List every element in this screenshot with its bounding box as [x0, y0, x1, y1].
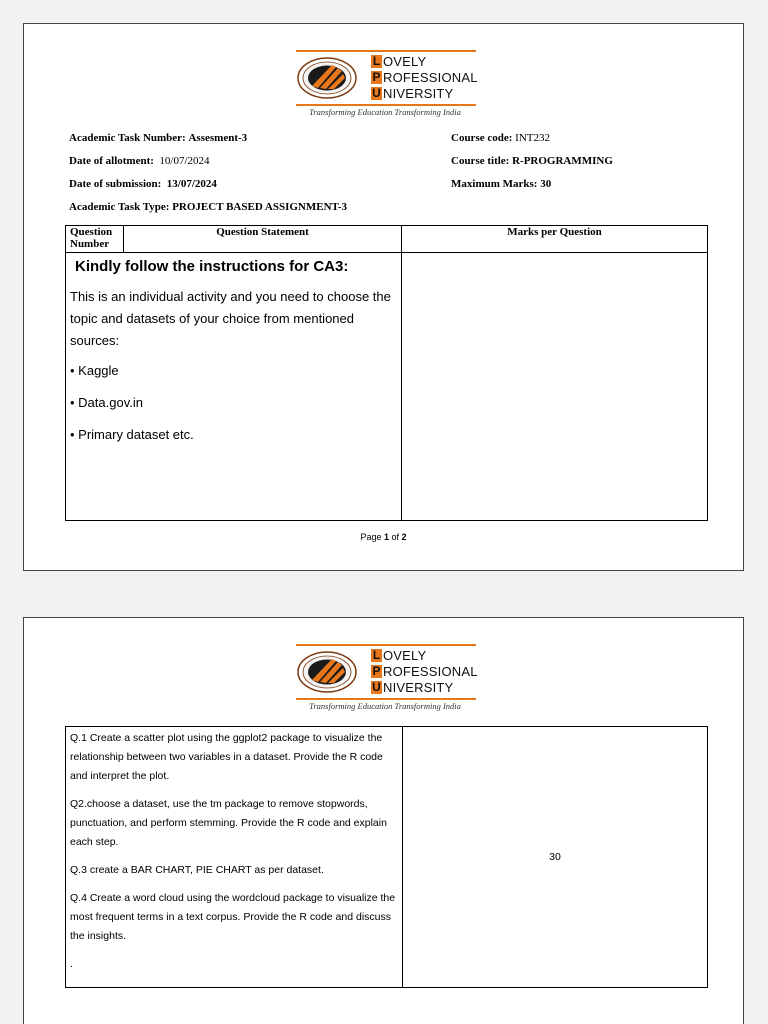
questions-cell [66, 727, 403, 988]
university-logo [294, 50, 476, 120]
course-code [451, 132, 550, 144]
logo-word-professional: ROFESSIONAL [383, 70, 478, 85]
instructions-cell [66, 253, 402, 521]
questions-table [65, 726, 708, 988]
logo-word-professional: ROFESSIONAL [383, 664, 478, 679]
logo-letter-l: L [372, 54, 381, 68]
allotment-label: Date of allotment: [69, 155, 154, 167]
table-row [66, 727, 708, 988]
max-marks-label: Maximum Marks: [451, 178, 538, 190]
logo-wordmark [371, 648, 478, 696]
task-type-value: PROJECT BASED ASSIGNMENT-3 [172, 201, 348, 213]
marks-value: 30 [403, 727, 708, 988]
document-page-2 [23, 617, 744, 1024]
maximum-marks [451, 178, 551, 190]
logo-word-lovely: OVELY [383, 648, 427, 663]
submission-label: Date of submission: [69, 178, 162, 190]
logo-top-rule [296, 644, 476, 646]
task-number-value: Assesment-3 [188, 132, 248, 144]
logo-bottom-rule [296, 104, 476, 106]
logo-word-university: NIVERSITY [383, 86, 454, 101]
allotment-value: 10/07/2024 [159, 155, 210, 167]
logo-tagline: Transforming Education Transforming India [309, 107, 461, 117]
column-header-question-number: Question Number [66, 226, 124, 253]
allotment-date [69, 155, 210, 167]
logo-letter-u: U [372, 86, 381, 100]
logo-wordmark [371, 54, 478, 102]
task-type-label: Academic Task Type: [69, 201, 170, 213]
logo-word-university: NIVERSITY [383, 680, 454, 695]
column-header-question-statement: Question Statement [124, 226, 402, 253]
max-marks-value: 30 [540, 178, 552, 190]
university-logo [294, 644, 476, 714]
column-header-marks: Marks per Question [402, 226, 708, 253]
instructions-title: Kindly follow the instructions for CA3: [75, 258, 349, 275]
course-code-label: Course code: [451, 132, 513, 144]
page-number-label: Page [360, 532, 382, 542]
submission-date [69, 178, 217, 190]
course-code-value: INT232 [515, 132, 550, 144]
trailing-dot: . [70, 958, 73, 970]
logo-letter-u: U [372, 680, 381, 694]
logo-letter-l: L [372, 648, 381, 662]
logo-word-lovely: OVELY [383, 54, 427, 69]
task-type [69, 201, 347, 213]
page-number-current: 1 [383, 532, 389, 542]
logo-letter-p: P [372, 664, 381, 678]
submission-value: 13/07/2024 [166, 178, 217, 190]
page-number-of: of [391, 532, 400, 542]
course-title-value: R-PROGRAMMING [512, 155, 613, 167]
logo-letter-p: P [372, 70, 381, 84]
logo-tagline: Transforming Education Transforming India [309, 701, 461, 711]
question-2: Q2.choose a dataset, use the tm package to remove stopwords, punctuation, and perform stemming. Provide the R code and explain each step. [70, 798, 387, 848]
marks-cell [402, 253, 708, 521]
logo-bottom-rule [296, 698, 476, 700]
source-item-primary: • Primary dataset etc. [70, 427, 194, 442]
source-item-kaggle: • Kaggle [70, 363, 119, 378]
question-3: Q.3 create a BAR CHART, PIE CHART as per dataset. [70, 864, 324, 876]
task-number [69, 132, 247, 144]
logo-top-rule [296, 50, 476, 52]
table-row [66, 253, 708, 521]
course-title-label: Course title: [451, 155, 510, 167]
page-number-total: 2 [401, 532, 407, 542]
page-number [24, 532, 743, 542]
instructions-intro: This is an individual activity and you need to choose the topic and datasets of your choice from mentioned sources: [70, 289, 391, 348]
table-header-row [66, 226, 708, 253]
course-title [451, 155, 613, 167]
source-item-data-gov: • Data.gov.in [70, 395, 143, 410]
task-number-label: Academic Task Number: [69, 132, 186, 144]
university-seal-icon [296, 56, 358, 100]
university-seal-icon [296, 650, 358, 694]
question-1: Q.1 Create a scatter plot using the ggplot2 package to visualize the relationship between two variables in a dataset. Provide the R code and interpret the plot. [70, 732, 383, 782]
document-page-1 [23, 23, 744, 571]
question-4: Q.4 Create a word cloud using the wordcloud package to visualize the most frequent terms in a text corpus. Provide the R code and discuss the insights. [70, 892, 396, 942]
instructions-table [65, 225, 708, 521]
